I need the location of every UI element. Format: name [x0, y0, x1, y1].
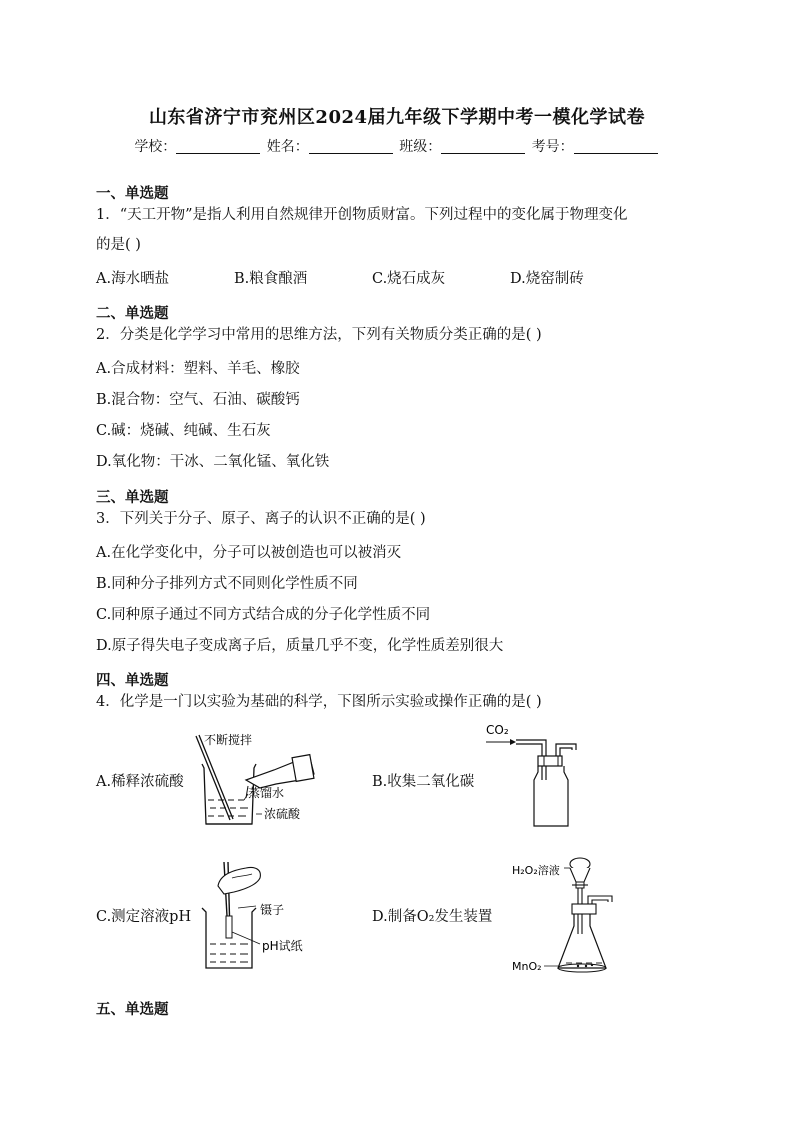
school-label: 学校：	[134, 139, 177, 155]
section-heading: 三、单选题	[96, 489, 169, 506]
option-c[interactable]: C.测定溶液pH	[96, 909, 192, 925]
ph-paper-label: pH试纸	[262, 939, 303, 953]
option-d[interactable]: D.烧窑制砖	[510, 271, 584, 287]
option-b[interactable]: B.收集二氧化碳	[372, 774, 475, 790]
exam-no-blank[interactable]	[574, 139, 658, 154]
measure-ph-figure	[198, 856, 328, 972]
dilute-acid-figure	[190, 728, 340, 832]
question-text: 4．化学是一门以实验为基础的科学，下图所示实验或操作正确的是( )	[96, 694, 542, 710]
option-b[interactable]: B.粮食酿酒	[234, 271, 308, 287]
name-blank[interactable]	[309, 139, 393, 154]
name-label: 姓名：	[266, 139, 309, 155]
section-heading: 四、单选题	[96, 672, 169, 689]
school-blank[interactable]	[176, 139, 260, 154]
class-blank[interactable]	[441, 139, 525, 154]
option-d[interactable]: D.制备O₂发生装置	[372, 909, 493, 925]
option-a[interactable]: A.稀释浓硫酸	[96, 774, 184, 790]
acid-label: 浓硫酸	[264, 807, 301, 821]
exam-no-label: 考号：	[531, 139, 574, 155]
question-text: 3．下列关于分子、原子、离子的认识不正确的是( )	[96, 511, 426, 527]
option-d[interactable]: D.氧化物：干冰、二氧化锰、氧化铁	[96, 454, 330, 470]
section-heading: 一、单选题	[96, 185, 169, 202]
section-heading: 五、单选题	[96, 1001, 169, 1018]
mno2-label: MnO₂	[512, 960, 542, 973]
option-c[interactable]: C.碱：烧碱、纯碱、生石灰	[96, 423, 271, 439]
student-info-line	[0, 136, 794, 156]
option-d[interactable]: D.原子得失电子变成离子后，质量几乎不变，化学性质差别很大	[96, 638, 504, 654]
page-title: 山东省济宁市兖州区2024届九年级下学期中考一模化学试卷	[148, 107, 646, 128]
o2-apparatus-figure	[508, 850, 620, 980]
water-label: 蒸馏水	[248, 786, 285, 800]
option-c[interactable]: C.同种原子通过不同方式结合成的分子化学性质不同	[96, 607, 431, 623]
question-text-cont: 的是( )	[96, 237, 141, 253]
collect-co2-figure	[480, 720, 590, 830]
question-text: 2．分类是化学学习中常用的思维方法，下列有关物质分类正确的是( )	[96, 327, 542, 343]
h2o2-label: H₂O₂溶液	[512, 864, 560, 877]
tweezers-label: 镊子	[260, 903, 285, 917]
section-heading: 二、单选题	[96, 305, 169, 322]
stir-label: 不断搅拌	[204, 733, 253, 747]
option-a[interactable]: A.合成材料：塑料、羊毛、橡胶	[96, 361, 300, 377]
class-label: 班级：	[399, 139, 442, 155]
option-c[interactable]: C.烧石成灰	[372, 271, 446, 287]
option-a[interactable]: A.海水晒盐	[96, 271, 170, 287]
option-a[interactable]: A.在化学变化中，分子可以被创造也可以被消灭	[96, 545, 402, 561]
question-text: 1．“天工开物”是指人利用自然规律开创物质财富。下列过程中的变化属于物理变化	[96, 207, 628, 223]
option-b[interactable]: B.混合物：空气、石油、碳酸钙	[96, 392, 300, 408]
co2-label: CO₂	[486, 723, 509, 737]
option-b[interactable]: B.同种分子排列方式不同则化学性质不同	[96, 576, 358, 592]
